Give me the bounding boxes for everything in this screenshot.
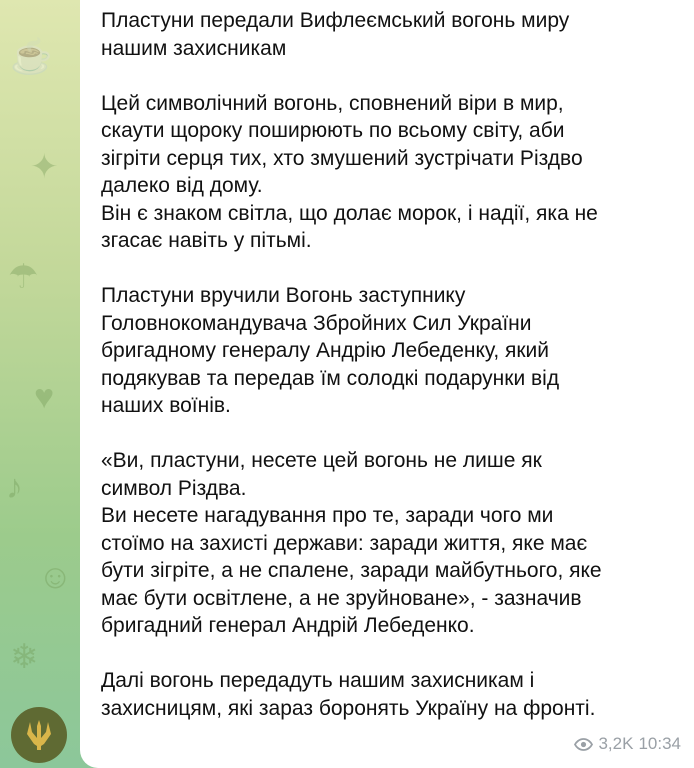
message-paragraph [101, 90, 681, 255]
message-line: Цей символічний вогонь, сповнений віри в мир, [101, 91, 564, 115]
doodle-star-icon: ✦ [30, 148, 59, 186]
message-paragraph [101, 447, 681, 640]
message-line: Він є знаком світла, що долає морок, і надії, яка не [101, 201, 598, 225]
message-line: згасає навіть у пітьмі. [101, 229, 312, 252]
message-line: нашим захисникам [101, 36, 287, 60]
message-paragraph [101, 7, 681, 62]
doodle-snow-icon: ❄ [10, 638, 39, 676]
message-line: бригадний генерал Андрій Лебеденко. [101, 614, 475, 637]
message-paragraph [101, 667, 681, 722]
message-line: скаути щороку поширюють по всьому світу, аби [101, 119, 565, 142]
message-line: наших воїнів. [101, 394, 231, 417]
message-line: «Ви, пластуни, несете цей вогонь не лише як [101, 449, 542, 472]
message-line: стоїмо на захисті держави: заради життя, яке має [101, 531, 588, 555]
channel-avatar[interactable] [11, 707, 67, 763]
message-text [101, 7, 681, 722]
trident-emblem-icon [24, 718, 54, 752]
message-line: подякував та передав їм солодкі подарунки від [101, 366, 560, 390]
message-line: символ Різдва. [101, 476, 247, 500]
message-line: Ви несете нагадування про те, заради чого ми [101, 504, 554, 527]
message-line: Пластуни вручили Вогонь заступнику [101, 284, 466, 307]
message-paragraph [101, 282, 681, 420]
doodle-gingerbread-icon: ☺ [38, 558, 73, 596]
message-line: Пластуни передали Вифлеємський вогонь миру [101, 9, 570, 32]
view-count: 3,2K [598, 734, 634, 753]
message-line: бригадному генералу Андрію Лебеденку, який [101, 339, 550, 362]
message-time: 10:34 [638, 734, 681, 753]
message-line: Головнокомандувача Збройних Сил України [101, 311, 532, 335]
message-bubble[interactable] [80, 0, 694, 768]
doodle-dino-icon: ☂ [8, 258, 39, 296]
message-line: бути зігріте, а не спалене, заради майбутнього, яке [101, 559, 602, 582]
message-line: має бути освітлене, а не зруйноване», - зазначив [101, 586, 582, 610]
message-line: далеко від дому. [101, 174, 263, 197]
message-line: Далі вогонь передадуть нашим захисникам і [101, 669, 535, 692]
message-meta [574, 734, 681, 754]
eye-icon [574, 738, 593, 751]
doodle-music-icon: ♪ [6, 468, 23, 506]
doodle-heart-icon: ♥ [34, 378, 55, 416]
doodle-cup-icon: ☕ [10, 38, 53, 76]
message-line: зігріти серця тих, хто змушений зустрічати Різдво [101, 146, 583, 170]
message-line: захисницям, які зараз боронять Україну на фронті. [101, 696, 596, 720]
